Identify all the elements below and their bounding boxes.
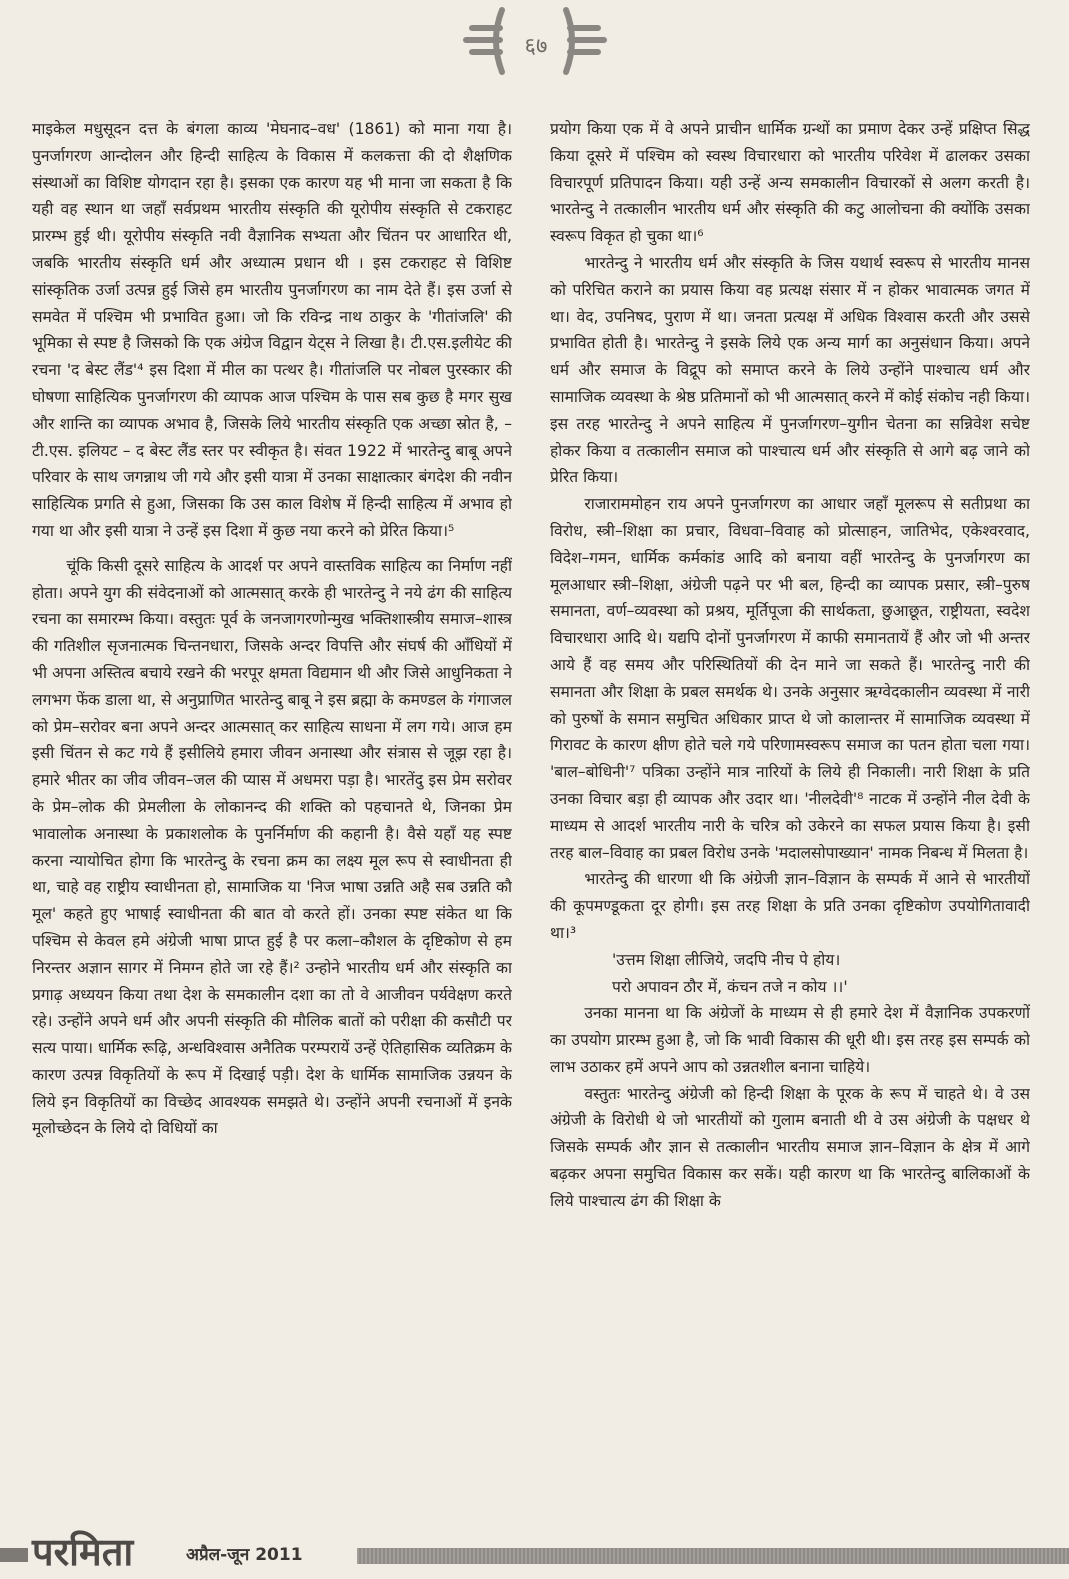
paragraph: भारतेन्दु की धारणा थी कि अंग्रेजी ज्ञान–विज्ञान के सम्पर्क में आने से भारतीयों की कूपमण्डूकता दूर होगी। इस तरह शिक्षा के प्रति उनका दृष्टिकोण उपयोगितावादी था।³ [550,870,1030,942]
paragraph: राजाराममोहन राय अपने पुनर्जागरण का आधार जहाँ मूलरूप से सतीप्रथा का विरोध, स्त्री–शिक्षा का प्रचार, विधवा–विवाह को प्रोत्साहन, जातिभेद, एकेश्वरवाद, विदेश–गमन, धार्मिक कर्मकांड आदि को बनाया वहीं भारतेन्दु के पुनर्जागरण का मूलआधार स्त्री–शिक्षा, अंग्रेजी पढ़ने पर भी बल, हिन्दी का व्यापक प्रसार, स्त्री–पुरुष समानता, वर्ण–व्यवस्था को प्रश्रय, मूर्तिपूजा की सार्थकता, छुआछूत, राष्ट्रीयता, स्वदेश विचारधारा आदि थे। यद्यपि दोनों पुनर्जागरण में काफी समानतायें हैं और जो भी अन्तर आये हैं वह समय और परिस्थितियों की देन माने जा सकते हैं। भारतेन्दु नारी की समानता और शिक्षा के प्रबल समर्थक थे। उनके अनुसार ऋग्वेदकालीन व्यवस्था में नारी को पुरुषों के समान समुचित अधिकार प्राप्त थे जो कालान्तर में सामाजिक व्यवस्था में गिरावट के कारण क्षीण होते चले गये परिणामस्वरूप समाज का पतन होता चला गया। 'बाल–बोधिनी'⁷ पत्रिका उन्होंने मात्र नारियों के लिये ही निकाली। नारी शिक्षा के प्रति उनका विचार बड़ा ही व्यापक और उदार था। 'नीलदेवी'⁸ नाटक में उन्होंने नील देवी के माध्यम से आदर्श भारतीय नारी के चरित्र को उकेरने का सफल प्रयास किया है। इसी तरह बाल–विवाह का प्रबल विरोध उनके 'मदालसोपाख्यान' नामक निबन्ध में मिलता है। [550,495,1030,862]
paragraph: वस्तुतः भारतेन्दु अंग्रेजी को हिन्दी शिक्षा के पूरक के रूप में चाहते थे। वे उस अंग्रेजी के विरोधी थे जो भारतीयों को गुलाम बनाती थी वे उस अंग्रेजी के पक्षधर थे जिसके सम्पर्क और ज्ञान से तत्कालीन भारतीय समाज ज्ञान–विज्ञान के क्षेत्र में आगे बढ़कर अपना समुचित विकास कर सकें। यही कारण था कि भारतेन्दु बालिकाओं के लिये पाश्चात्य ढंग की शिक्षा के [550,1084,1030,1210]
verse-line: परो अपावन ठौर में, कंचन तजे न कोय ।।' [612,977,848,996]
page-footer [0,1528,1069,1579]
right-text-column [550,116,1030,1516]
issue-date: अप्रैल-जून 2011 [186,1545,303,1565]
left-text-column [32,116,512,1516]
magazine-logo: परमिता [32,1529,134,1574]
page-header [0,0,1069,80]
footer-rule-right [357,1548,1069,1564]
page-number: ६७ [524,34,548,59]
footer-rule-left [0,1548,28,1562]
paragraph: प्रयोग किया एक में वे अपने प्राचीन धार्मिक ग्रन्थों का प्रमाण देकर उन्हें प्रक्षिप्त सिद्ध किया दूसरे में पश्चिम को स्वस्थ विचारधारा को भारतीय परिवेश में ढालकर उसका विचारपूर्ण प्रतिपादन किया। यही उन्हें अन्य समकालीन विचारकों से अलग करती है। भारतेन्दु ने तत्कालीन भारतीय धर्म और संस्कृति की कटु आलोचना की क्योंकि उसका स्वरूप विकृत हो चुका था।⁶ [550,120,1030,246]
paragraph: उनका मानना था कि अंग्रेजों के माध्यम से ही हमारे देश में वैज्ञानिक उपकरणों का उपयोग प्रारम्भ हुआ है, जो कि भावी विकास की धूरी थी। इस तरह इस सम्पर्क को लाभ उठाकर हमें अपने आप को उन्नतशील बनाना चाहिये। [550,1004,1030,1076]
paragraph: माइकेल मधुसूदन दत्त के बंगला काव्य 'मेघनाद–वध' (1861) को माना गया है। पुनर्जागरण आन्दोलन और हिन्दी साहित्य के विकास में कलकत्ता की दो शैक्षणिक संस्थाओं का विशिष्ट योगदान रहा है। इसका एक कारण यह भी माना जा सकता है कि यही वह स्थान था जहाँ सर्वप्रथम भारतीय संस्कृति की यूरोपीय संस्कृति से टकराहट प्रारम्भ हुई थी। यूरोपीय संस्कृति नवी वैज्ञानिक सभ्यता और चिंतन पर आधारित थी, जबकि भारतीय संस्कृति धर्म और अध्यात्म प्रधान थी । इस टकराहट से विशिष्ट सांस्कृतिक उर्जा उत्पन्न हुई जिसे हम भारतीय पुनर्जागरण का नाम देते हैं। इस उर्जा से समवेत में पश्चिम भी प्रभावित हुआ। जो कि रविन्द्र नाथ ठाकुर के 'गीतांजलि' की भूमिका से स्पष्ट है जिसको कि एक अंग्रेज विद्वान येट्स ने लिखा है। टी.एस.इलीयेट की रचना 'द बेस्ट लैंड'⁴ इस दिशा में मील का पत्थर है। गीतांजलि पर नोबल पुरस्कार की घोषणा साहित्यिक पुनर्जागरण की व्यापक आज पश्चिम के पास सब कुछ है मगर सुख और शान्ति का व्यापक अभाव है, जिसके लिये भारतीय संस्कृति एक अच्छा स्रोत है, – टी.एस. इलियट – द बेस्ट लैंड स्तर पर स्वीकृत है। संवत 1922 में भारतेन्दु बाबू अपने परिवार के साथ जगन्नाथ जी गये और इसी यात्रा में उनका साक्षात्कार बंगदेश की नवीन साहित्यिक प्रगति से हुआ, जिसका कि उस काल विशेष में हिन्दी साहित्य में अभाव हो गया था और इसी यात्रा ने उन्हें इस दिशा में कुछ नया करने को प्रेरित किया।⁵ [32,120,512,540]
verse-line: 'उत्तम शिक्षा लीजिये, जदपि नीच पे होय। [612,950,841,969]
paragraph: भारतेन्दु ने भारतीय धर्म और संस्कृति के जिस यथार्थ स्वरूप से भारतीय मानस को परिचित कराने का प्रयास किया वह प्रत्यक्ष संसार में न होकर भावात्मक जगत में था। वेद, उपनिषद, पुराण में था। जनता प्रत्यक्ष में अधिक विश्वास करती और उससे प्रभावित होती है। भारतेन्दु ने इसके लिये एक अन्य मार्ग का अनुसंधान किया। अपने धर्म और समाज के विद्रूप को समाप्त करने के लिये उन्होंने पाश्चात्य धर्म और सामाजिक व्यवस्था के श्रेष्ठ प्रतिमानों को भी आत्मसात् करने में कोई संकोच नही किया। इस तरह भारतेन्दु ने अपने साहित्य में पुनर्जागरण–युगीन चेतना का सन्निवेश सचेष्ट होकर किया व तत्कालीन समाज को पाश्चात्य धर्म और संस्कृति से आगे बढ़ जाने को प्रेरित किया। [550,253,1030,487]
paragraph: चूंकि किसी दूसरे साहित्य के आदर्श पर अपने वास्तविक साहित्य का निर्माण नहीं होता। अपने युग की संवेदनाओं को आत्मसात् करके ही भारतेन्दु ने नये ढंग की साहित्य रचना का समारम्भ किया। वस्तुतः पूर्व के जनजागरणोन्मुख भक्तिशास्त्रीय समाज–शास्त्र की गतिशील सृजनात्मक चिन्तनधारा, जिसके अन्दर विपत्ति और संघर्ष की आँधियों में भी अपना अस्तित्व बचाये रखने की भरपूर क्षमता विद्यमान थी और जिसे आधुनिकता ने लगभग फेंक डाला था, से अनुप्राणित भारतेन्दु बाबू ने इस ब्रह्मा के कमण्डल के गंगाजल को प्रेम–सरोवर बना अपने अन्दर आत्मसात् कर साहित्य साधना में लग गये। आज हम इसी चिंतन से कट गये हैं इसीलिये हमारा जीवन अनास्था और संत्रास से जूझ रहा है। हमारे भीतर का जीव जीवन–जल की प्यास में अधमरा पड़ा है। भारतेंदु इस प्रेम सरोवर के प्रेम–लोक की प्रेमलीला के लोकानन्द की शक्ति को पहचानते थे, जिनका प्रेम भावालोक अनास्था के प्रकाशलोक के पुनर्निर्माण की कहानी है। वैसे यहाँ यह स्पष्ट करना न्यायोचित होगा कि भारतेन्दु के रचना क्रम का लक्ष्य मूल रूप से स्वाधीनता ही था, चाहे वह राष्ट्रीय स्वाधीनता हो, सामाजिक या 'निज भाषा उन्नति अहै सब उन्नति कौ मूल' कहते हुए भाषाई स्वाधीनता की बात वो करते हों। उनका स्पष्ट संकेत था कि पश्चिम से केवल हमे अंग्रेजी भाषा प्राप्त हुई है पर कला–कौशल के दृष्टिकोण से हम निरन्तर अज्ञान सागर में निमग्न होते जा रहे हैं।² उन्होने भारतीय धर्म और संस्कृति का प्रगाढ़ अध्ययन किया तथा देश के समकालीन दशा का तो वे आजीवन पर्यवेक्षण करते रहे। उन्होंने अपने धर्म और अपनी संस्कृति की मौलिक बातों को परीक्षा की कसौटी पर सत्य पाया। धार्मिक रूढ़ि, अन्धविश्वास अनैतिक परम्परायें उन्हें ऐतिहासिक व्यतिक्रम के कारण उत्पन्न विकृतियों के रूप में दिखाई पड़ी। देश के धार्मिक सामाजिक उन्नयन के लिये इन विकृतियों का विच्छेद आवश्यक समझते थे। उन्होंने अपनी रचनाओं में इनके मूलोच्छेदन के लिये दो विधियों का [32,556,512,1138]
